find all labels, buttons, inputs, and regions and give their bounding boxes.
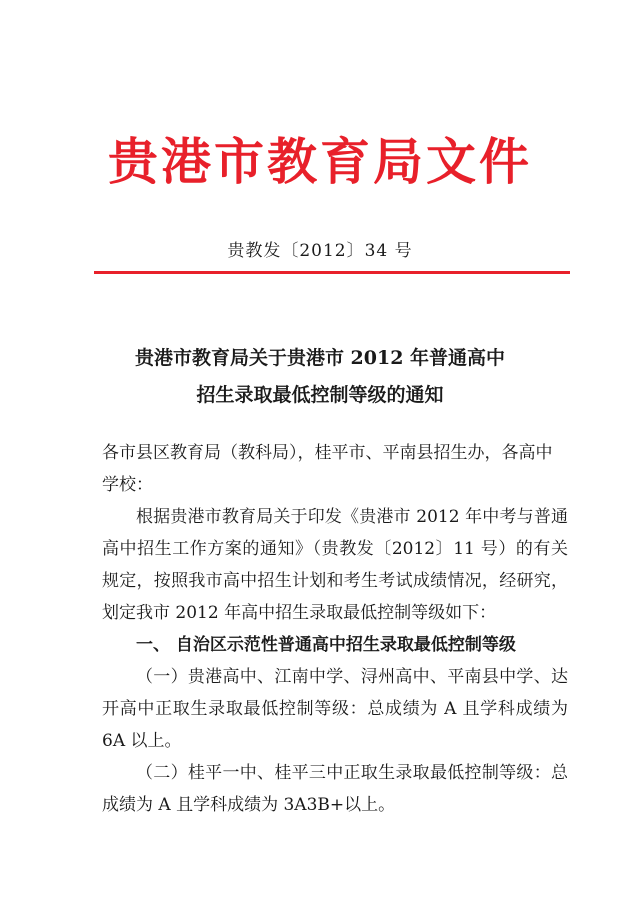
title-line-2: 招生录取最低控制等级的通知 [196, 384, 444, 406]
addressee-line-1: 各市县区教育局（教科局），桂平市、平南县招生办，各高中 [102, 443, 553, 463]
section-1-item-2: （二）桂平一中、桂平三中正取生录取最低控制等级：总成绩为 A 且学科成绩为 3A3B+以上。 [102, 763, 568, 815]
header-red-rule [94, 271, 570, 274]
document-body [102, 437, 568, 821]
issuer-masthead: 贵港市教育局文件 [108, 132, 532, 191]
title-line-1: 贵港市教育局关于贵港市 2012 年普通高中 [134, 347, 506, 369]
section-1-heading: 一、 自治区示范性普通高中招生录取最低控制等级 [136, 635, 516, 655]
addressee-line-2: 学校： [102, 475, 153, 495]
section-1-item-1: （一）贵港高中、江南中学、浔州高中、平南县中学、达开高中正取生录取最低控制等级：总成绩为 A 且学科成绩为 6A 以上。 [102, 667, 568, 751]
document-title [0, 340, 640, 414]
intro-paragraph: 根据贵港市教育局关于印发《贵港市 2012 年中考与普通高中招生工作方案的通知》（贵教发〔2012〕11 号）的有关规定，按照我市高中招生计划和考生考试成绩情况，经研究，划定我市 2012 年高中招生录取最低控制等级如下： [102, 507, 568, 623]
document-number: 贵教发〔2012〕34 号 [227, 241, 413, 261]
